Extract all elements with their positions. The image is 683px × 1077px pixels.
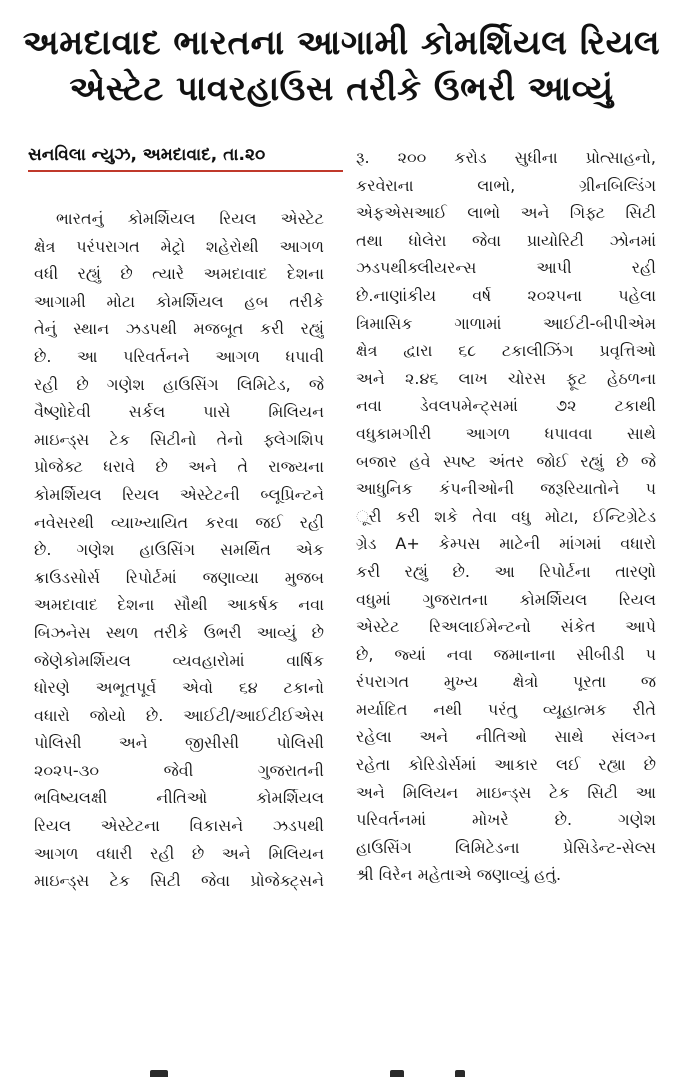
article-line: કોમર્શિયલ રિયલ એસ્ટેટની બ્લૂપ્રિન્ટને <box>34 484 324 504</box>
article-line: છે. આ પરિવર્તનને આગળ ધપાવી <box>34 346 324 366</box>
article-line: તથા ધોલેરા જેવા પ્રાયોરિટી ઝોનમાં <box>356 230 656 250</box>
article-line: અને ૨.૪૬ લાખ ચોરસ ફૂટ હેઠળના <box>356 368 656 388</box>
article-line: રંપરાગત મુખ્ય ક્ષેત્રો પૂરતા જ <box>356 672 656 692</box>
article-line: વધી રહ્યું છે ત્યારે અમદાવાદ દેશના <box>34 264 324 284</box>
article-line: ક્ષેત્ર દ્વારા ૬૮ ટકાલીઝિંગ પ્રવૃત્તિઓ <box>356 341 656 361</box>
article-line: રહેતા કોરિડોર્સમાં આકાર લઈ રહ્યા છે <box>356 755 656 775</box>
article-line: વધારો જોયો છે. આઈટી/આઈટીઈએસ <box>34 705 324 725</box>
byline: સનવિલા ન્યુઝ, અમદાવાદ, તા.૨૦ <box>28 145 266 165</box>
article-line: પ્રોજેક્ટ ધરાવે છે અને તે રાજ્યના <box>34 457 324 477</box>
article-line: કરવેરાના લાભો, ગ્રીનબિલ્ડિંગ <box>356 175 656 195</box>
article-line: ભવિષ્યલક્ષી નીતિઓ કોમર્શિયલ <box>34 788 324 808</box>
next-article-cropped-edge <box>0 1068 683 1077</box>
article-line: રિયલ એસ્ટેટના વિકાસને ઝડપથી <box>34 816 324 836</box>
article-line: વધુમાં ગુજરાતના કોમર્શિયલ રિયલ <box>356 589 656 609</box>
article-line: તેનું સ્થાન ઝડપથી મજબૂત કરી રહ્યું <box>34 319 324 339</box>
article-line: છે. ગણેશ હાઉસિંગ સમર્થિત એક <box>34 540 324 560</box>
article-line: એફએસઆઈ લાભો અને ગિફ્ટ સિટી <box>356 203 656 223</box>
article-line: ૨૦૨૫-૩૦ જેવી ગુજરાતની <box>34 760 324 780</box>
article-line: અને મિલિયન માઇન્ડ્સ ટેક સિટી આ <box>356 782 656 802</box>
article-line: છે, જ્યાં નવા જમાનાના સીબીડી પ <box>356 644 656 664</box>
article-right-column <box>356 144 656 889</box>
article-line: બજાર હવે સ્પષ્ટ અંતર જોઈ રહ્યું છે જે <box>356 451 656 471</box>
article-line: હાઉસિંગ લિમિટેડના પ્રેસિડેન્ટ-સેલ્સ <box>356 837 656 857</box>
article-line: નવેસરથી વ્યાખ્યાયિત કરવા જઈ રહી <box>34 512 324 532</box>
headline <box>10 20 673 112</box>
article-line: ઝડપથીક્લીયરન્સ આપી રહી <box>356 258 656 278</box>
article-line: એસ્ટેટ રિઅલાઈમેન્ટનો સંકેત આપે <box>356 617 656 637</box>
article-line: પરિવર્તનમાં મોખરે છે. ગણેશ <box>356 810 656 830</box>
article-line: ધોરણે અભૂતપૂર્વ એવો ૬૪ ટકાનો <box>34 678 324 698</box>
article-line: મર્યાદિત નથી પરંતુ વ્યૂહાત્મક રીતે <box>356 699 656 719</box>
article-line: નવા ડેવલપમેન્ટ્સમાં ૭૨ ટકાથી <box>356 396 656 416</box>
article-line: ત્રિમાસિક ગાળામાં આઈટી-બીપીએમ <box>356 313 656 333</box>
article-line: આધુનિક કંપનીઓની જરૂરિયાતોને પ <box>356 479 656 499</box>
article-line: ક્રાઉડસોર્સ રિપોર્ટમાં જણાવ્યા મુજબ <box>34 567 324 587</box>
article-line: ભારતનું કોમર્શિયલ રિયલ એસ્ટેટ <box>56 209 324 228</box>
article-line: ગ્રેડ A+ કેમ્પસ માટેની માંગમાં વધારો <box>356 534 656 554</box>
article-line: વધુકામગીરી આગળ ધપાવવા સાથે <box>356 423 656 443</box>
article-line: માઇન્ડ્સ ટેક સિટી જેવા પ્રોજેક્ટ્સને <box>34 871 324 891</box>
article-line: આગળ વધારી રહી છે અને મિલિયન <box>34 843 324 863</box>
article-line: માઇન્ડ્સ ટેક સિટીનો તેનો ફ્લેગશિપ <box>34 429 324 449</box>
article-line: શ્રી વિરેન મહેતાએ જણાવ્યું હતું. <box>356 865 562 885</box>
article-line: પોલિસી અને જીસીસી પોલિસી <box>34 733 324 753</box>
article-line: ૂરી કરી શકે તેવા વધુ મોટા, ઈન્ટિગ્રેટેડ <box>356 506 656 526</box>
article-line: બિઝનેસ સ્થળ તરીકે ઉભરી આવ્યું છે <box>34 622 324 642</box>
article-line: રહી છે ગણેશ હાઉસિંગ લિમિટેડ, જે <box>34 374 324 394</box>
article-line: કરી રહ્યું છે. આ રિપોર્ટના તારણો <box>356 561 656 581</box>
article-line: અમદાવાદ દેશના સૌથી આકર્ષક નવા <box>34 595 324 615</box>
article-line: છે.નાણાંકીય વર્ષ ૨૦૨૫ના પહેલા <box>356 285 656 305</box>
headline-line-1: અમદાવાદ ભારતના આગામી કોમર્શિયલ રિયલ <box>22 23 661 63</box>
article-line: રહેલા અને નીતિઓ સાથે સંલગ્ન <box>356 727 656 747</box>
byline-underline <box>28 170 343 172</box>
article-line: ક્ષેત્ર પરંપરાગત મેટ્રો શહેરોથી આગળ <box>34 236 324 256</box>
article-line: જેણેકોમર્શિયલ વ્યવહારોમાં વાર્ષિક <box>34 650 324 670</box>
article-left-column <box>34 205 324 895</box>
article-line: રૂ. ૨૦૦ કરોડ સુધીના પ્રોત્સાહનો, <box>356 148 656 167</box>
article-line: વૈષ્ણોદેવી સર્કલ પાસે મિલિયન <box>34 402 324 422</box>
headline-line-2: એસ્ટેટ પાવરહાઉસ તરીકે ઉભરી આવ્યું <box>69 69 614 109</box>
article-line: આગામી મોટા કોમર્શિયલ હબ તરીકે <box>34 291 324 311</box>
